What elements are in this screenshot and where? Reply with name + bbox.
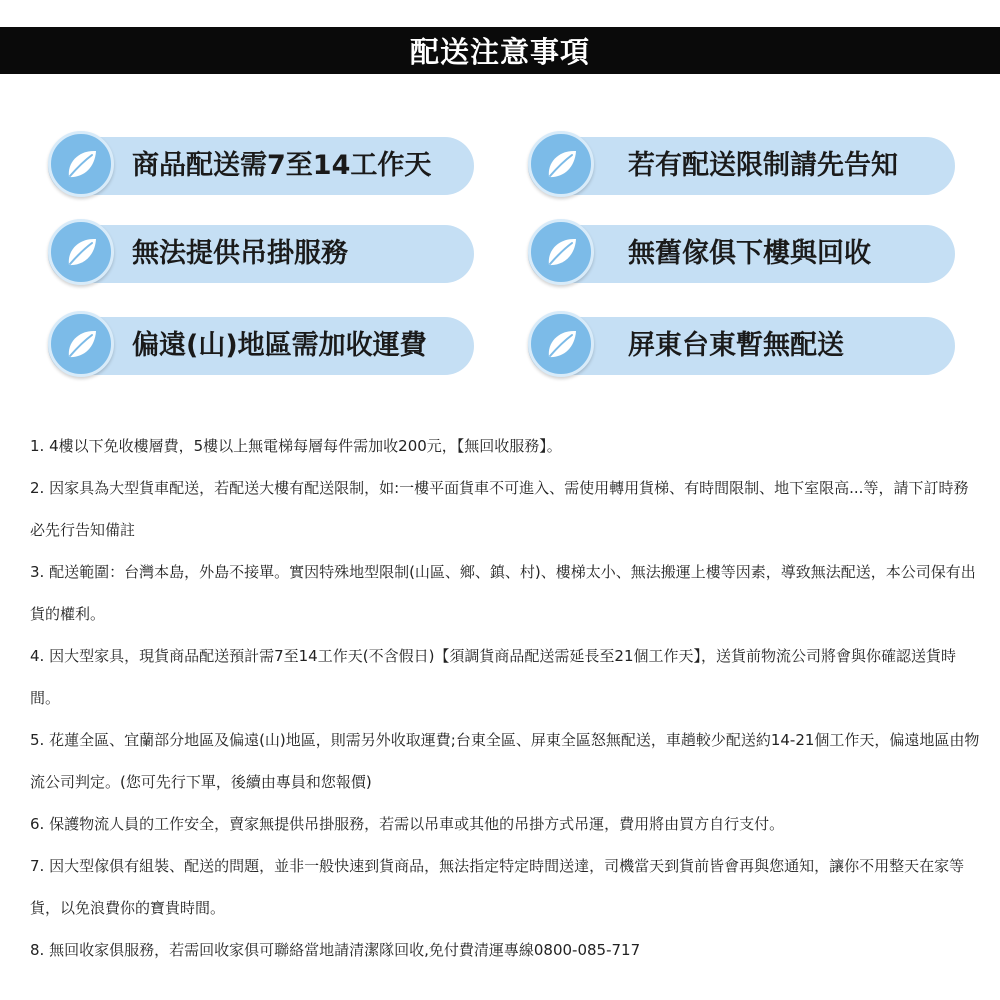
leaf-icon xyxy=(48,131,114,197)
page-title: 配送注意事項 xyxy=(409,35,590,69)
leaf-icon xyxy=(528,131,594,197)
delivery-badge-restriction-notice xyxy=(528,137,955,195)
note-item-7: 7. 因大型傢俱有組裝、配送的問題，並非一般快速到貨商品，無法指定特定時間送達，司機當天到貨前皆會再與您通知，讓你不用整天在家等貨，以免浪費你的寶貴時間。 xyxy=(30,857,965,917)
title-bar xyxy=(0,27,1000,74)
note-item-1: 1. 4樓以下免收樓層費，5樓以上無電梯每層每件需加收200元，【無回收服務】。 xyxy=(30,437,562,455)
badge-label: 商品配送需7至14工作天 xyxy=(132,150,432,181)
note-item-3: 3. 配送範圍：台灣本島，外島不接單。實因特殊地型限制(山區、鄉、鎮、村)、樓梯太小、無法搬運上樓等因素，導致無法配送，本公司保有出貨的權利。 xyxy=(30,563,976,623)
badge-label: 無法提供吊掛服務 xyxy=(132,238,348,269)
note-item-8: 8. 無回收家俱服務，若需回收家俱可聯絡當地請清潔隊回收,免付費清運專線0800-085-717 xyxy=(30,941,641,959)
badge-label: 屏東台東暫無配送 xyxy=(628,330,844,361)
badge-label: 無舊傢俱下樓與回收 xyxy=(628,238,871,269)
note-item-6: 6. 保護物流人員的工作安全，賣家無提供吊掛服務，若需以吊車或其他的吊掛方式吊運，費用將由買方自行支付。 xyxy=(30,815,785,833)
delivery-badge-delivery-time xyxy=(48,137,474,195)
note-item-4: 4. 因大型家具，現貨商品配送預計需7至14工作天(不含假日)【須調貨商品配送需延長至21個工作天】，送貨前物流公司將會與你確認送貨時間。 xyxy=(30,647,957,707)
delivery-notes-list xyxy=(30,425,980,971)
delivery-badge-no-recycling xyxy=(528,225,955,283)
delivery-badge-no-delivery-region xyxy=(528,317,955,375)
delivery-badge-no-hoisting xyxy=(48,225,474,283)
leaf-icon xyxy=(528,311,594,377)
note-item-2: 2. 因家具為大型貨車配送，若配送大樓有配送限制，如:一樓平面貨車不可進入、需使用轉用貨梯、有時間限制、地下室限高...等，請下訂時務必先行告知備註 xyxy=(30,479,969,539)
leaf-icon xyxy=(528,219,594,285)
delivery-badge-remote-surcharge xyxy=(48,317,474,375)
badge-label: 偏遠(山)地區需加收運費 xyxy=(132,330,427,361)
leaf-icon xyxy=(48,219,114,285)
badge-label: 若有配送限制請先告知 xyxy=(628,150,898,181)
note-item-5: 5. 花蓮全區、宜蘭部分地區及偏遠(山)地區，則需另外收取運費;台東全區、屏東全區怒無配送，車趟較少配送約14-21個工作天，偏遠地區由物流公司判定。(您可先行下單，後續由專員和您報價) xyxy=(30,731,980,791)
leaf-icon xyxy=(48,311,114,377)
